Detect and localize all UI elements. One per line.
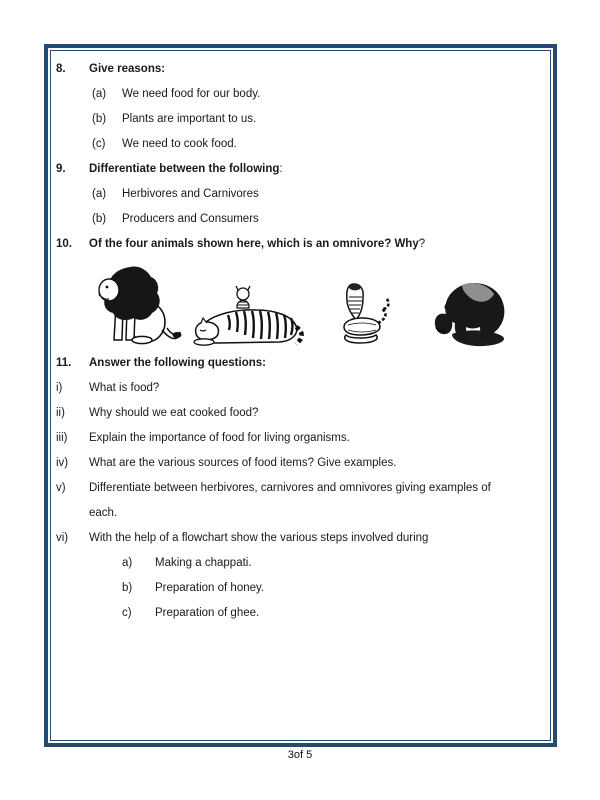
item-text: What is food? [89, 382, 160, 394]
item-text: With the help of a flowchart show the various steps involved during [89, 532, 429, 544]
cobra-image [334, 282, 392, 348]
page-content-area [50, 50, 551, 741]
item-label: i) [56, 382, 63, 394]
bear-image [428, 272, 510, 348]
item-text: We need food for our body. [122, 88, 261, 100]
question-number: 9. [56, 163, 66, 175]
question-9-item-a [92, 182, 542, 207]
question-number: 8. [56, 63, 66, 75]
list-item-v [56, 476, 542, 526]
item-label: (a) [92, 88, 107, 100]
item-text: What are the various sources of food items? Give examples. [89, 457, 397, 469]
item-text: Preparation of ghee. [155, 607, 260, 619]
item-label: ii) [56, 407, 65, 419]
question-heading: Give reasons: [89, 63, 166, 75]
list-item-i [56, 376, 542, 401]
question-10 [56, 232, 542, 257]
question-number: 11. [56, 357, 72, 369]
lion-image [90, 262, 182, 348]
question-heading: Differentiate between the following: [89, 163, 283, 175]
list-item-vi [56, 526, 542, 551]
item-text: Differentiate between herbivores, carnivores and omnivores giving examples of each. [89, 482, 491, 519]
item-text: Making a chappati. [155, 557, 252, 569]
item-label: iii) [56, 432, 68, 444]
question-9-item-b [92, 207, 542, 232]
flow-item-c [122, 601, 542, 626]
animal-images-row [90, 257, 542, 351]
list-item-iv [56, 451, 542, 476]
question-number: 10. [56, 238, 72, 250]
item-label: iv) [56, 457, 69, 469]
flow-item-a [122, 551, 542, 576]
question-9 [56, 157, 542, 182]
question-11 [56, 351, 542, 376]
item-label: a) [122, 557, 133, 569]
item-text: Herbivores and Carnivores [122, 188, 259, 200]
item-label: (c) [92, 138, 106, 150]
list-item-ii [56, 401, 542, 426]
item-text: Preparation of honey. [155, 582, 265, 594]
item-text: Plants are important to us. [122, 113, 257, 125]
item-label: b) [122, 582, 133, 594]
page-border [44, 44, 557, 747]
question-8-item-b [92, 107, 542, 132]
item-label: (b) [92, 213, 107, 225]
item-text: We need to cook food. [122, 138, 237, 150]
item-text: Producers and Consumers [122, 213, 259, 225]
list-item-iii [56, 426, 542, 451]
tiger-image [192, 284, 304, 348]
item-label: (a) [92, 188, 107, 200]
item-label: (b) [92, 113, 107, 125]
page-number: 3of 5 [287, 749, 313, 761]
question-heading: Of the four animals shown here, which is an omnivore? Why? [89, 238, 426, 250]
question-8-item-a [92, 82, 542, 107]
question-heading: Answer the following questions: [89, 357, 266, 369]
item-label: vi) [56, 532, 69, 544]
item-text: Why should we eat cooked food? [89, 407, 259, 419]
flow-item-b [122, 576, 542, 601]
question-8 [56, 57, 542, 82]
item-text: Explain the importance of food for living organisms. [89, 432, 350, 444]
question-8-item-c [92, 132, 542, 157]
item-label: v) [56, 482, 66, 494]
item-label: c) [122, 607, 132, 619]
